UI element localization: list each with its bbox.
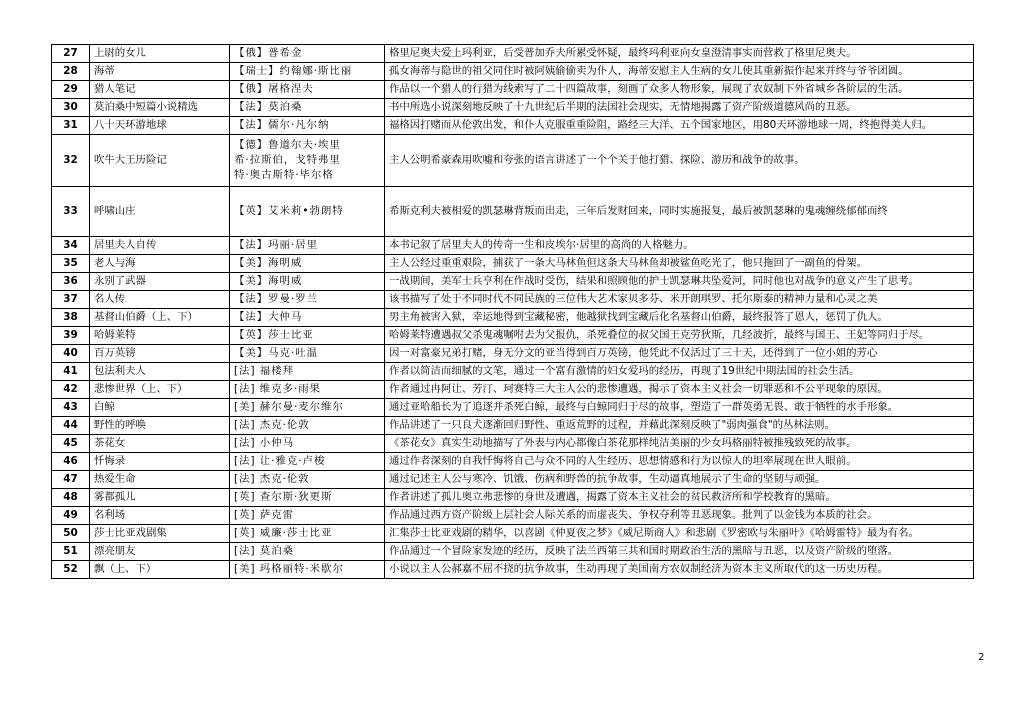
book-title: 上尉的女儿 (90, 45, 230, 63)
book-author (230, 237, 385, 255)
author-line: 特·奥古斯特·毕尔格 (234, 169, 334, 181)
row-number: 51 (52, 543, 90, 561)
book-title: 名人传 (90, 291, 230, 309)
table-row (52, 117, 974, 135)
book-summary: 孤女海蒂与隐世的祖父同住时被阿姨偷偷卖为仆人，海蒂安慰主人生病的女儿使其重新振作起来并终与爷爷团圆。 (385, 63, 974, 81)
book-summary: 作品通过西方资产阶级上层社会人际关系的而虚丧失、争权夺利等丑恶现象。批判了以金钱为本质的社会。 (385, 507, 974, 525)
book-summary: 作品以一个猎人的行猎为线索写了二十四篇故事，刻画了众多人物形象，展现了农奴制下外省城乡各阶层的生活。 (385, 81, 974, 99)
author-line: 【法】大仲马 (234, 311, 303, 323)
book-summary: 希斯克利夫被相爱的凯瑟琳背叛而出走，三年后发财回来，同时实施报复，最后被凯瑟琳的鬼魂缠绕郁郁而终 (385, 187, 974, 237)
book-author (230, 507, 385, 525)
row-number: 30 (52, 99, 90, 117)
book-author (230, 381, 385, 399)
author-line: [英] 萨克雷 (234, 509, 294, 521)
book-author (230, 345, 385, 363)
book-title: 呼啸山庄 (90, 187, 230, 237)
book-summary: 格里尼奥夫爱上玛利亚，后受普加乔夫所累受怀疑，最终玛利亚向女皇澄清事实而营救了格里尼奥夫。 (385, 45, 974, 63)
book-title: 白鲸 (90, 399, 230, 417)
row-number: 49 (52, 507, 90, 525)
row-number: 48 (52, 489, 90, 507)
book-title: 百万英镑 (90, 345, 230, 363)
book-summary: 本书记叙了居里夫人的传奇一生和皮埃尔·居里的高尚的人格魅力。 (385, 237, 974, 255)
book-summary: 作者通过冉阿让、芳汀、珂赛特三大主人公的悲惨遭遇，揭示了资本主义社会一切罪恶和不公平现象的原因。 (385, 381, 974, 399)
author-line: [英] 查尔斯·狄更斯 (234, 491, 333, 503)
author-line: 【法】儒尔·凡尔纳 (234, 119, 330, 131)
author-line: [英] 威廉·莎士比亚 (234, 527, 333, 539)
book-author (230, 187, 385, 237)
book-author (230, 327, 385, 345)
author-line: 【美】马克·吐温 (234, 347, 319, 359)
book-title: 野性的呼唤 (90, 417, 230, 435)
book-title: 海蒂 (90, 63, 230, 81)
book-author (230, 99, 385, 117)
row-number: 52 (52, 561, 90, 579)
book-summary: 小说以主人公郝嘉不屈不挠的抗争故事，生动再现了美国南方农奴制经济为资本主义所取代的这一历史历程。 (385, 561, 974, 579)
book-summary: 男主角被害入狱，幸运地得到宝藏秘密，他越狱找到宝藏后化名基督山伯爵，最终报答了恩人，惩罚了仇人。 (385, 309, 974, 327)
book-title: 莎士比亚戏剧集 (90, 525, 230, 543)
table-row (52, 45, 974, 63)
row-number: 34 (52, 237, 90, 255)
author-line: 【俄】屠格涅夫 (234, 83, 314, 95)
author-line: 【法】罗曼·罗兰 (234, 293, 319, 305)
book-author (230, 399, 385, 417)
table-row (52, 381, 974, 399)
author-line: 【美】海明威 (234, 275, 303, 287)
author-line: 【法】玛丽·居里 (234, 239, 319, 251)
book-author (230, 291, 385, 309)
book-summary: 作品通过一个冒险家发迹的经历，反映了法兰西第三共和国时期政治生活的黑暗与丑恶，以及资产阶级的堕落。 (385, 543, 974, 561)
book-summary: 一战期间，美军士兵亨利在作战时受伤，结果和照顾他的护士凯瑟琳共坠爱河，同时他也对战争的意义产生了思考。 (385, 273, 974, 291)
book-author (230, 489, 385, 507)
row-number: 44 (52, 417, 90, 435)
book-title: 茶花女 (90, 435, 230, 453)
book-summary: 通过亚哈船长为了追逐并杀死白鲸，最终与白鲸同归于尽的故事，塑造了一群英勇无畏、敢于牺牲的水手形象。 (385, 399, 974, 417)
book-summary: 该书描写了处于不同时代不同民族的三位伟大艺术家贝多芬、米开朗琪罗、托尔斯泰的精神力量和心灵之美 (385, 291, 974, 309)
author-line: [法] 小仲马 (234, 437, 294, 449)
book-author (230, 471, 385, 489)
book-summary: 哈姆莱特遭遇叔父杀鬼魂嘱咐去为父报仇，杀死叠位的叔父国王克劳狄斯，几经波折，最终与国王、王妃等同归于尽。 (385, 327, 974, 345)
table-row (52, 561, 974, 579)
book-author (230, 81, 385, 99)
table-row (52, 99, 974, 117)
book-author (230, 45, 385, 63)
book-author (230, 63, 385, 81)
author-line: 【俄】普希金 (234, 47, 303, 59)
author-line: 【德】鲁道尔夫·埃里 (234, 139, 341, 151)
book-author (230, 417, 385, 435)
book-title: 飘（上、下） (90, 561, 230, 579)
table-row (52, 471, 974, 489)
row-number: 45 (52, 435, 90, 453)
author-line: [法] 杰克·伦敦 (234, 473, 310, 485)
table-row (52, 435, 974, 453)
table-row (52, 507, 974, 525)
table-row (52, 453, 974, 471)
book-title: 雾都孤儿 (90, 489, 230, 507)
table-row (52, 81, 974, 99)
row-number: 50 (52, 525, 90, 543)
table-row (52, 309, 974, 327)
book-title: 忏悔录 (90, 453, 230, 471)
book-summary: 《茶花女》真实生动地描写了外表与内心都像白茶花那样纯洁美丽的少女玛格丽特被推残致死的故事。 (385, 435, 974, 453)
book-author (230, 363, 385, 381)
table-row (52, 345, 974, 363)
book-summary: 福格因打赌而从伦敦出发，和仆人克服重重险阻，路经三大洋、五个国家地区，用80天环游地球一周，终抱得美人归。 (385, 117, 974, 135)
book-author (230, 135, 385, 187)
book-author (230, 117, 385, 135)
row-number: 43 (52, 399, 90, 417)
author-line: [法] 杰克·伦敦 (234, 419, 310, 431)
author-line: [美] 玛格丽特·米歇尔 (234, 563, 344, 575)
author-line: [法] 让·雅克·卢梭 (234, 455, 326, 467)
row-number: 40 (52, 345, 90, 363)
book-title: 永别了武器 (90, 273, 230, 291)
page-number: 2 (978, 652, 985, 663)
table-row (52, 291, 974, 309)
author-line: 【英】莎士比亚 (234, 329, 314, 341)
row-number: 42 (52, 381, 90, 399)
book-title: 基督山伯爵（上、下） (90, 309, 230, 327)
author-line: [美] 赫尔曼·麦尔维尔 (234, 401, 344, 413)
row-number: 39 (52, 327, 90, 345)
book-summary: 书中所选小说深刻地反映了十九世纪后半期的法国社会现实，无情地揭露了资产阶级道德风尚的丑恶。 (385, 99, 974, 117)
row-number: 32 (52, 135, 90, 187)
row-number: 29 (52, 81, 90, 99)
table-row (52, 135, 974, 187)
book-summary: 通过记述主人公与寒冷、饥饿、伤病和野兽的抗争故事，生动逼真地展示了生命的坚韧与顽强。 (385, 471, 974, 489)
book-title: 包法利夫人 (90, 363, 230, 381)
row-number: 31 (52, 117, 90, 135)
row-number: 28 (52, 63, 90, 81)
book-title: 吹牛大王历险记 (90, 135, 230, 187)
book-summary: 汇集莎士比亚戏剧的精华，以喜剧《仲夏夜之梦》《威尼斯商人》和悲剧《罗密欧与朱丽叶》《哈姆雷特》最为有名。 (385, 525, 974, 543)
book-summary: 因一对富豪兄弟打赌，身无分文的亚当得到百万英镑，他凭此不仅活过了三十天，还得到了一位小姐的芳心 (385, 345, 974, 363)
table-row (52, 327, 974, 345)
author-line: [法] 维克多·雨果 (234, 383, 322, 395)
book-author (230, 435, 385, 453)
row-number: 27 (52, 45, 90, 63)
author-line: 希·拉斯伯，戈特弗里 (234, 154, 341, 166)
table-row (52, 187, 974, 237)
author-line: [法] 福楼拜 (234, 365, 294, 377)
row-number: 47 (52, 471, 90, 489)
book-summary: 主人公经过重重艰险，捕获了一条大马林鱼但这条大马林鱼却被鲨鱼吃光了，他只拖回了一副鱼的骨架。 (385, 255, 974, 273)
book-title: 热爱生命 (90, 471, 230, 489)
row-number: 38 (52, 309, 90, 327)
book-title: 悲惨世界（上、下） (90, 381, 230, 399)
row-number: 41 (52, 363, 90, 381)
book-author (230, 543, 385, 561)
book-author (230, 453, 385, 471)
table-row (52, 417, 974, 435)
author-line: [法] 莫泊桑 (234, 545, 294, 557)
book-title: 八十天环游地球 (90, 117, 230, 135)
table-body (52, 45, 974, 579)
book-title: 老人与海 (90, 255, 230, 273)
row-number: 33 (52, 187, 90, 237)
author-line: 【美】海明威 (234, 257, 303, 269)
row-number: 35 (52, 255, 90, 273)
book-author (230, 273, 385, 291)
book-title: 猎人笔记 (90, 81, 230, 99)
table-row (52, 525, 974, 543)
table-row (52, 399, 974, 417)
book-summary: 主人公明希豪森用吹嘘和夸张的语言讲述了一个个关于他打猎、探险、游历和战争的故事。 (385, 135, 974, 187)
book-title: 居里夫人自传 (90, 237, 230, 255)
table-row (52, 255, 974, 273)
author-line: 【瑞士】约翰娜·斯比丽 (234, 65, 353, 77)
book-summary: 通过作者深刻的自我忏悔将自己与众不同的人生经历、思想情感和行为以惊人的坦率展现在世人眼前。 (385, 453, 974, 471)
row-number: 36 (52, 273, 90, 291)
book-title: 哈姆莱特 (90, 327, 230, 345)
book-author (230, 525, 385, 543)
table-row (52, 543, 974, 561)
author-line: 【法】莫泊桑 (234, 101, 303, 113)
book-author (230, 309, 385, 327)
table-row (52, 273, 974, 291)
book-author (230, 561, 385, 579)
book-summary: 作者以简洁而细腻的文笔，通过一个富有激情的妇女爱玛的经历，再现了19世纪中期法国的社会生活。 (385, 363, 974, 381)
author-line: 【英】艾米莉•勃朗特 (234, 205, 344, 217)
book-summary: 作品讲述了一只良犬逐渐回归野性、重返荒野的过程，并藉此深刻反映了"弱肉强食"的丛林法则。 (385, 417, 974, 435)
book-title: 莫泊桑中短篇小说精选 (90, 99, 230, 117)
row-number: 37 (52, 291, 90, 309)
row-number: 46 (52, 453, 90, 471)
book-author (230, 255, 385, 273)
table-row (52, 237, 974, 255)
book-title: 名利场 (90, 507, 230, 525)
table-row (52, 63, 974, 81)
table-row (52, 489, 974, 507)
book-list-table (51, 44, 974, 579)
book-title: 漂亮朋友 (90, 543, 230, 561)
book-summary: 作者讲述了孤儿奥立弗悲惨的身世及遭遇，揭露了资本主义社会的贫民救济所和学校教育的黑暗。 (385, 489, 974, 507)
table-row (52, 363, 974, 381)
